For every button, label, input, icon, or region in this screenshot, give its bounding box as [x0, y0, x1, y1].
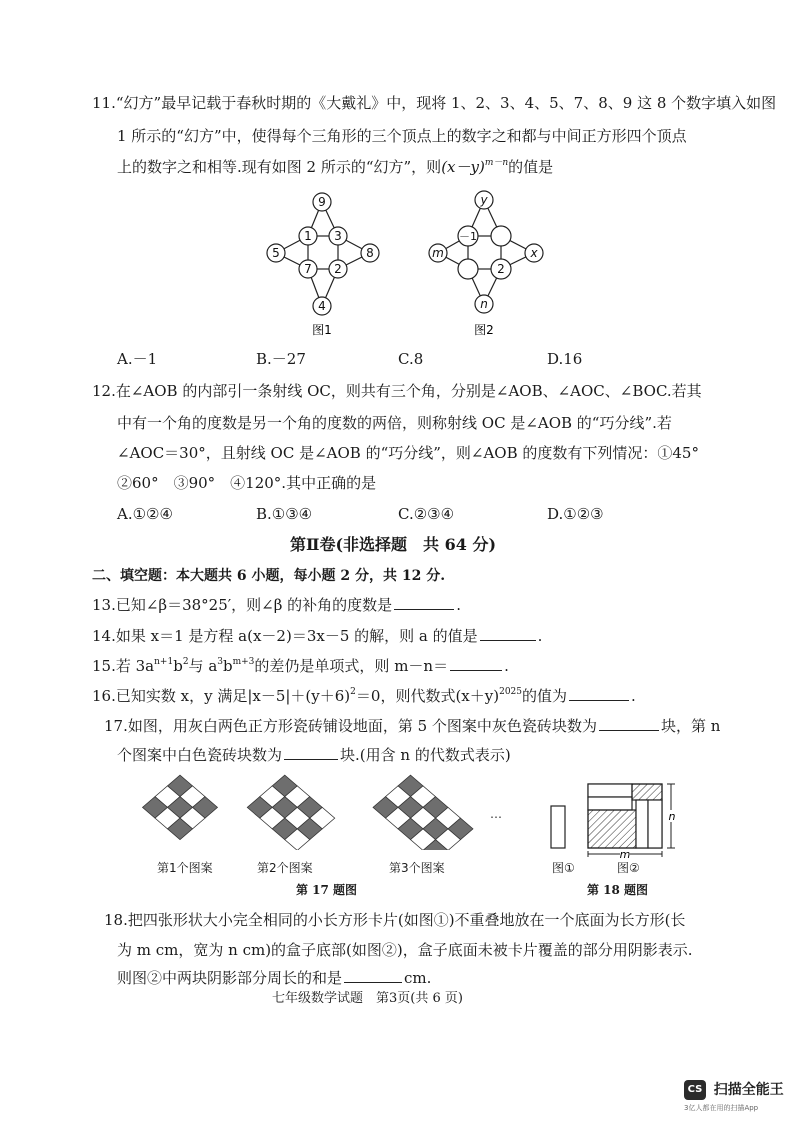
q15-period: .	[504, 657, 509, 675]
q11-figure1	[258, 188, 388, 338]
fig1-label-br: 2	[334, 262, 342, 276]
q12-line1: 12.在∠AOB 的内部引一条射线 OC，则共有三个角，分别是∠AOB、∠AOC、∠BOC.若其	[92, 382, 702, 400]
fig1-label-left: 5	[272, 246, 280, 260]
q16-text-3: 的值为	[522, 687, 568, 705]
q12-option-b: B.①③④	[256, 505, 313, 523]
q13-text: 13.已知∠β＝38°25′，则∠β 的补角的度数是	[92, 596, 393, 614]
q17-caption-2: 第2个图案	[257, 861, 313, 875]
q16-blank[interactable]	[569, 699, 629, 701]
q17-line1-text: 17.如图，用灰白两色正方形瓷砖铺设地面，第 5 个图案中灰色瓷砖块数为	[104, 717, 597, 735]
q17-line1-post: 块，第 n	[660, 717, 721, 735]
q18-line2: 为 m cm，宽为 n cm)的盒子底部(如图②)，盒子底面未被卡片覆盖的部分用阴影表示.	[117, 941, 693, 959]
q18-figure-caption: 第 18 题图	[587, 883, 649, 897]
q16-text-2: ＝0，则代数式(x＋y)	[355, 687, 500, 705]
q15-text-1: 15.若 3a	[92, 657, 155, 675]
q14-blank[interactable]	[480, 639, 536, 641]
q11-option-d: D.16	[547, 350, 583, 368]
q15-sup-1: n+1	[154, 657, 174, 667]
q17-line1	[104, 719, 720, 734]
q18-label-m: m	[619, 848, 631, 860]
q18-line3-post: cm.	[404, 969, 432, 987]
q15-sup-2: 2	[182, 657, 189, 667]
q15	[92, 659, 509, 674]
q11-expr-exp: m－n	[484, 158, 509, 168]
q17-ellipsis: …	[490, 807, 502, 821]
section2-heading: 二、填空题：本大题共 6 小题，每小题 2 分，共 12 分.	[92, 568, 446, 584]
q15-text-2: b	[173, 657, 183, 675]
q15-sup-4: m+3	[232, 657, 255, 667]
fig1-caption: 图1	[312, 323, 332, 337]
q17-blank-1[interactable]	[599, 729, 659, 731]
scanner-brand: 扫描全能王	[713, 1082, 784, 1098]
q18-caption-1: 图①	[552, 861, 575, 875]
fig2-label-right: x	[530, 246, 538, 260]
fig1-label-bl: 7	[304, 262, 312, 276]
q12-option-a: A.①②④	[117, 505, 173, 523]
fig1-label-top: 9	[318, 195, 326, 209]
fig1-label-tl: 1	[304, 229, 312, 243]
q15-text-4: b	[223, 657, 233, 675]
fig2-label-left: m	[432, 246, 444, 260]
q16-text-1: 16.已知实数 x，y 满足|x－5|＋(y＋6)	[92, 687, 351, 705]
q12-line2: 中有一个角的度数是另一个角的度数的两倍，则称射线 OC 是∠AOB 的“巧分线”.若	[117, 414, 672, 432]
fig2-node-tr	[491, 226, 511, 246]
fig1-label-right: 8	[366, 246, 374, 260]
fig1-label-tr: 3	[334, 229, 342, 243]
q17-figure-caption: 第 17 题图	[296, 883, 358, 897]
q12-line3: ∠AOC＝30°，且射线 OC 是∠AOB 的“巧分线”，则∠AOB 的度数有下列情况：①45°	[117, 444, 699, 462]
q15-text-5: 的差仍是单项式，则 m－n＝	[254, 657, 449, 675]
q11-option-a: A.－1	[117, 350, 158, 368]
q16	[92, 689, 636, 704]
fig2-label-br: 2	[497, 262, 505, 276]
part2-title: 第Ⅱ卷(非选择题 共 64 分)	[290, 535, 497, 554]
q18-line1: 18.把四张形状大小完全相同的小长方形卡片(如图①)不重叠地放在一个底面为长方形(长	[104, 911, 686, 929]
q18-line3	[117, 971, 431, 986]
scanner-watermark	[684, 1080, 784, 1112]
q17-line2-text: 个图案中白色瓷砖块数为	[117, 746, 283, 764]
q16-period: .	[631, 687, 636, 705]
q14	[92, 629, 542, 644]
q15-sup-3: 3	[217, 657, 223, 667]
q14-text: 14.如果 x＝1 是方程 a(x－2)＝3x－5 的解，则 a 的值是	[92, 627, 478, 645]
q13-blank[interactable]	[394, 608, 454, 610]
q11-line2: 1 所示的“幻方”中，使得每个三角形的三个顶点上的数字之和都与中间正方形四个顶点	[117, 127, 687, 145]
q18-line3-text: 则图②中两块阴影部分周长的和是	[117, 969, 343, 987]
q15-blank[interactable]	[450, 669, 502, 671]
q11-line1: 11.“幻方”最早记载于春秋时期的《大戴礼》中，现将 1、2、3、4、5、7、8、9 这 8 个数字填入如图	[92, 94, 777, 112]
q14-period: .	[537, 627, 543, 645]
fig2-node-bl	[458, 259, 478, 279]
q18-label-n: n	[668, 810, 676, 823]
q18-card	[551, 806, 565, 848]
q12-option-c: C.②③④	[398, 505, 455, 523]
scanner-logo: CS	[684, 1080, 706, 1100]
q12-line4: ②60° ③90° ④120°.其中正确的是	[117, 474, 377, 492]
q18-figures	[540, 778, 690, 860]
fig2-label-tl: －1	[459, 230, 477, 243]
q17-line2	[117, 748, 511, 763]
q13	[92, 598, 461, 613]
q17-blank-2[interactable]	[284, 758, 338, 760]
q16-sup-2: 2025	[499, 687, 522, 697]
q11-line3-post: 的值是	[508, 158, 554, 176]
fig1-label-bottom: 4	[318, 299, 326, 313]
q17-caption-3: 第3个图案	[389, 861, 445, 875]
q16-sup-1: 2	[350, 687, 356, 697]
q11-option-b: B.－27	[256, 350, 306, 368]
fig2-label-bottom: n	[480, 297, 488, 311]
fig2-caption: 图2	[474, 323, 494, 337]
q17-line2-post: 块.(用含 n 的代数式表示)	[340, 746, 511, 764]
q11-line3	[117, 160, 553, 175]
q11-expr-base: (x－y)	[441, 158, 485, 176]
q17-patterns	[130, 770, 510, 850]
q11-option-c: C.8	[398, 350, 424, 368]
q18-blank[interactable]	[344, 981, 402, 983]
q18-caption-2: 图②	[617, 861, 640, 875]
q13-period: .	[456, 596, 461, 614]
q11-figure2	[420, 188, 550, 338]
q17-caption-1: 第1个图案	[157, 861, 213, 875]
page-footer: 七年级数学试题 第3页(共 6 页)	[272, 991, 463, 1006]
q11-line3-pre: 上的数字之和相等.现有如图 2 所示的“幻方”，则	[117, 158, 442, 176]
q15-text-3: 与 a	[188, 657, 218, 675]
q12-option-d: D.①②③	[547, 505, 604, 523]
scanner-slogan: 3亿人都在用的扫描App	[684, 1104, 759, 1112]
fig2-label-top: y	[480, 193, 488, 207]
